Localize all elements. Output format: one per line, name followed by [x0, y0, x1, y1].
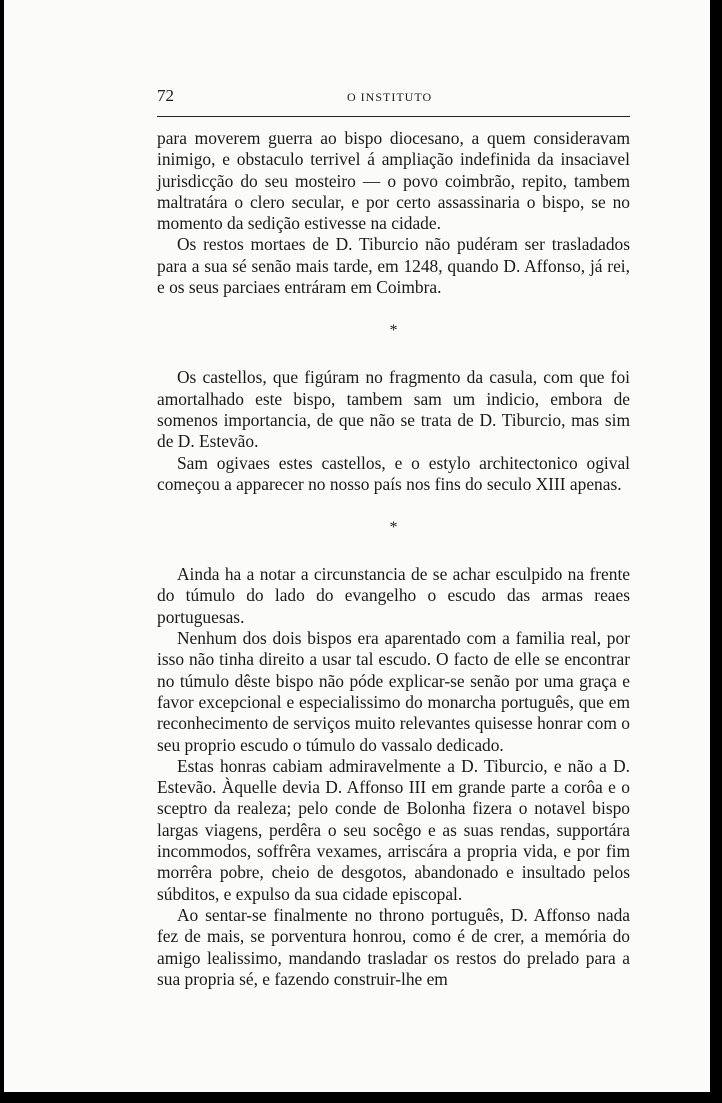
paragraph: Os castellos, que figúram no fragmento da casula, com que foi amortalhado este bispo, tambem sam um indicio, embora de somenos importancia, de que não se trata de D. Tiburcio, mas sim de D. Estevão. [157, 367, 630, 452]
section-separator: * [389, 322, 398, 340]
paragraph: Ao sentar-se finalmente no throno português, D. Affonso nada fez de mais, se porventura honrou, como é de crer, a memória do amigo lealissimo, mandando trasladar os restos do prelado para a sua propria sé, e fazendo construir-lhe em [157, 904, 630, 989]
page-header [157, 86, 630, 117]
paragraph: para moverem guerra ao bispo diocesano, a quem consideravam inimigo, e obstaculo terrivel á ampliação indefinida da insaciavel jurisdicção do seu mosteiro — o povo coimbrão, repito, tambem maltratára o clero secular, e por certo assassinaria o bispo, se no momento da sedição estivesse na cidade. [157, 128, 630, 234]
section-separator: * [389, 519, 398, 537]
running-title: O INSTITUTO [347, 90, 433, 104]
paragraph: Estas honras cabiam admiravelmente a D. Tiburcio, e não a D. Estevão. Àquelle devia D. Affonso III em grande parte a corôa e o sceptro da realeza; pelo conde de Bolonha fizera o notavel bispo largas viagens, perdêra o seu socêgo e as suas rendas, supportára incommodos, soffrêra vexames, arriscára a propria vida, e por fim morrêra pobre, cheio de desgotos, abandonado e insultado pelos súbditos, e expulso da sua cidade episcopal. [157, 755, 630, 904]
paragraph: Nenhum dos dois bispos era aparentado com a familia real, por isso não tinha direito a usar tal escudo. O facto de elle se encontrar no túmulo dêste bispo não póde explicar-se senão por uma graça e favor excepcional e especialissimo do monarcha português, que em reconhecimento de serviços muito relevantes quisesse honrar com o seu proprio escudo o túmulo do vassalo dedicado. [157, 628, 630, 755]
body-text [157, 128, 630, 990]
paragraph: Sam ogivaes estes castellos, e o estylo architectonico ogival começou a apparecer no nosso país nos fins do seculo XIII apenas. [157, 452, 630, 494]
page-number: 72 [157, 86, 174, 105]
paragraph: Os restos mortaes de D. Tiburcio não pudéram ser trasladados para a sua sé senão mais tarde, em 1248, quando D. Affonso, já rei, e os seus parciaes entráram em Coimbra. [157, 234, 630, 298]
book-page [4, 0, 710, 1092]
paragraph: Ainda ha a notar a circunstancia de se achar esculpido na frente do túmulo do lado do evangelho o escudo das armas reaes portuguesas. [157, 564, 630, 627]
